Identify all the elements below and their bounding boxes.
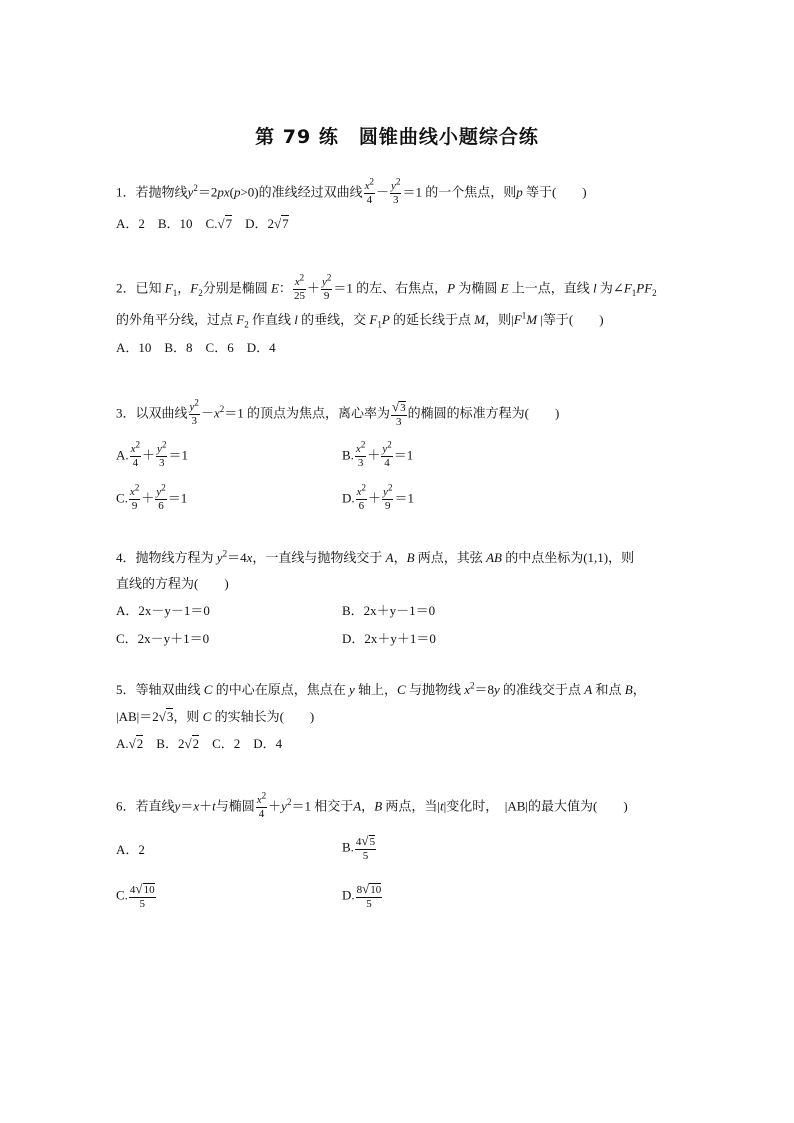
question-4-line-2: 直线的方程为( ): [116, 576, 229, 591]
fraction: $\frac{y^2}{3}$: [189, 397, 199, 427]
question-6-option-c: C. $\frac{4√10}{5}$: [116, 881, 155, 910]
question-4-option-a: A．2x－y－1＝0: [116, 603, 210, 618]
fraction: $\frac{y^2}{3}$: [391, 176, 401, 206]
question-1-options: A．2 B．10 C.√7 D．2√7: [116, 216, 289, 231]
question-4-option-c: C．2x－y＋1＝0: [116, 631, 210, 646]
question-3: 3．以双曲线 $\frac{y^2}{3}$ $-x^2=1$ 的顶点为焦点，离心率为 $\frac{√3}{3}$ 的椭圆的标准方程为( ): [116, 397, 560, 428]
question-6-option-a: A．2: [116, 842, 145, 857]
question-2-options: A．10 B．8 C．6 D．4: [116, 340, 276, 355]
question-number: 3．: [116, 405, 136, 421]
question-3-option-c: C. $\frac{x^2}{9}$ ＋ $\frac{y^2}{6}$ ＝1: [116, 482, 188, 512]
question-6-option-b: B. $\frac{4√5}{5}$: [342, 833, 376, 862]
question-number: 4．: [116, 550, 136, 565]
question-3-option-d: D. $\frac{x^2}{6}$ ＋ $\frac{y^2}{9}$ ＝1: [342, 482, 414, 512]
fraction: $\frac{y^2}{9}$: [321, 272, 332, 302]
question-number: 6．: [116, 798, 136, 814]
question-5-options: A.√2 B．2√2 C．2 D．4: [116, 736, 283, 751]
fraction: $\frac{x^2}{25}$: [293, 272, 305, 302]
question-1: 1．若抛物线$y^2=2px(p>0)$的准线经过双曲线 $\frac{x^2}{4}$ － $\frac{y^2}{3}$ ＝1 的一个焦点，则p 等于( ): [116, 176, 587, 206]
question-5-line-2: |AB|＝2√3，则 C 的实轴长为( ): [116, 709, 315, 724]
question-6-option-d: D. $\frac{8√10}{5}$: [342, 881, 382, 910]
fraction: $\frac{√3}{3}$: [391, 399, 406, 428]
fraction: $\frac{x^2}{4}$: [364, 176, 375, 206]
question-number: 5．: [116, 682, 136, 697]
fraction: $\frac{x^2}{4}$: [256, 790, 267, 820]
question-4-option-b: B．2x＋y－1＝0: [342, 603, 436, 618]
question-2: 2．已知 $F_1$，$F_2$分别是椭圆 E： $\frac{x^2}{25}$ ＋ $\frac{y^2}{9}$ ＝1 的左、右焦点，P 为椭圆 E 上一点，直线 l 为$\angle F_1PF_2$: [116, 272, 657, 302]
question-number: 1．: [116, 184, 136, 200]
question-3-option-a: A. $\frac{x^2}{4}$ ＋ $\frac{y^2}{3}$ ＝1: [116, 439, 188, 469]
question-5: 5．等轴双曲线 C 的中心在原点，焦点在 y 轴上，C 与抛物线 $x^2=8y$ 的准线交于点 A 和点 B，: [116, 680, 646, 697]
question-number: 2．: [116, 280, 136, 296]
question-4: 4．抛物线方程为 $y^2=4x$，一直线与抛物线交于 A，B 两点，其弦 AB 的中点坐标为(1,1)，则: [116, 548, 635, 565]
page-title: 第 79 练 圆锥曲线小题综合练: [255, 126, 539, 148]
question-6: 6．若直线y＝x＋t与椭圆 $\frac{x^2}{4}$ $+y^2=1$ 相交于A，B 两点，当|t|变化时， |AB|的最大值为( ): [116, 790, 628, 820]
question-2-line-2: 的外角平分线，过点 $F_2$ 作直线 l 的垂线，交 $F_1P$ 的延长线于点 M，则$|F^1M$ |等于( ): [116, 310, 604, 330]
question-4-option-d: D．2x＋y＋1＝0: [342, 631, 436, 646]
question-3-option-b: B. $\frac{x^2}{3}$ ＋ $\frac{y^2}{4}$ ＝1: [342, 439, 414, 469]
